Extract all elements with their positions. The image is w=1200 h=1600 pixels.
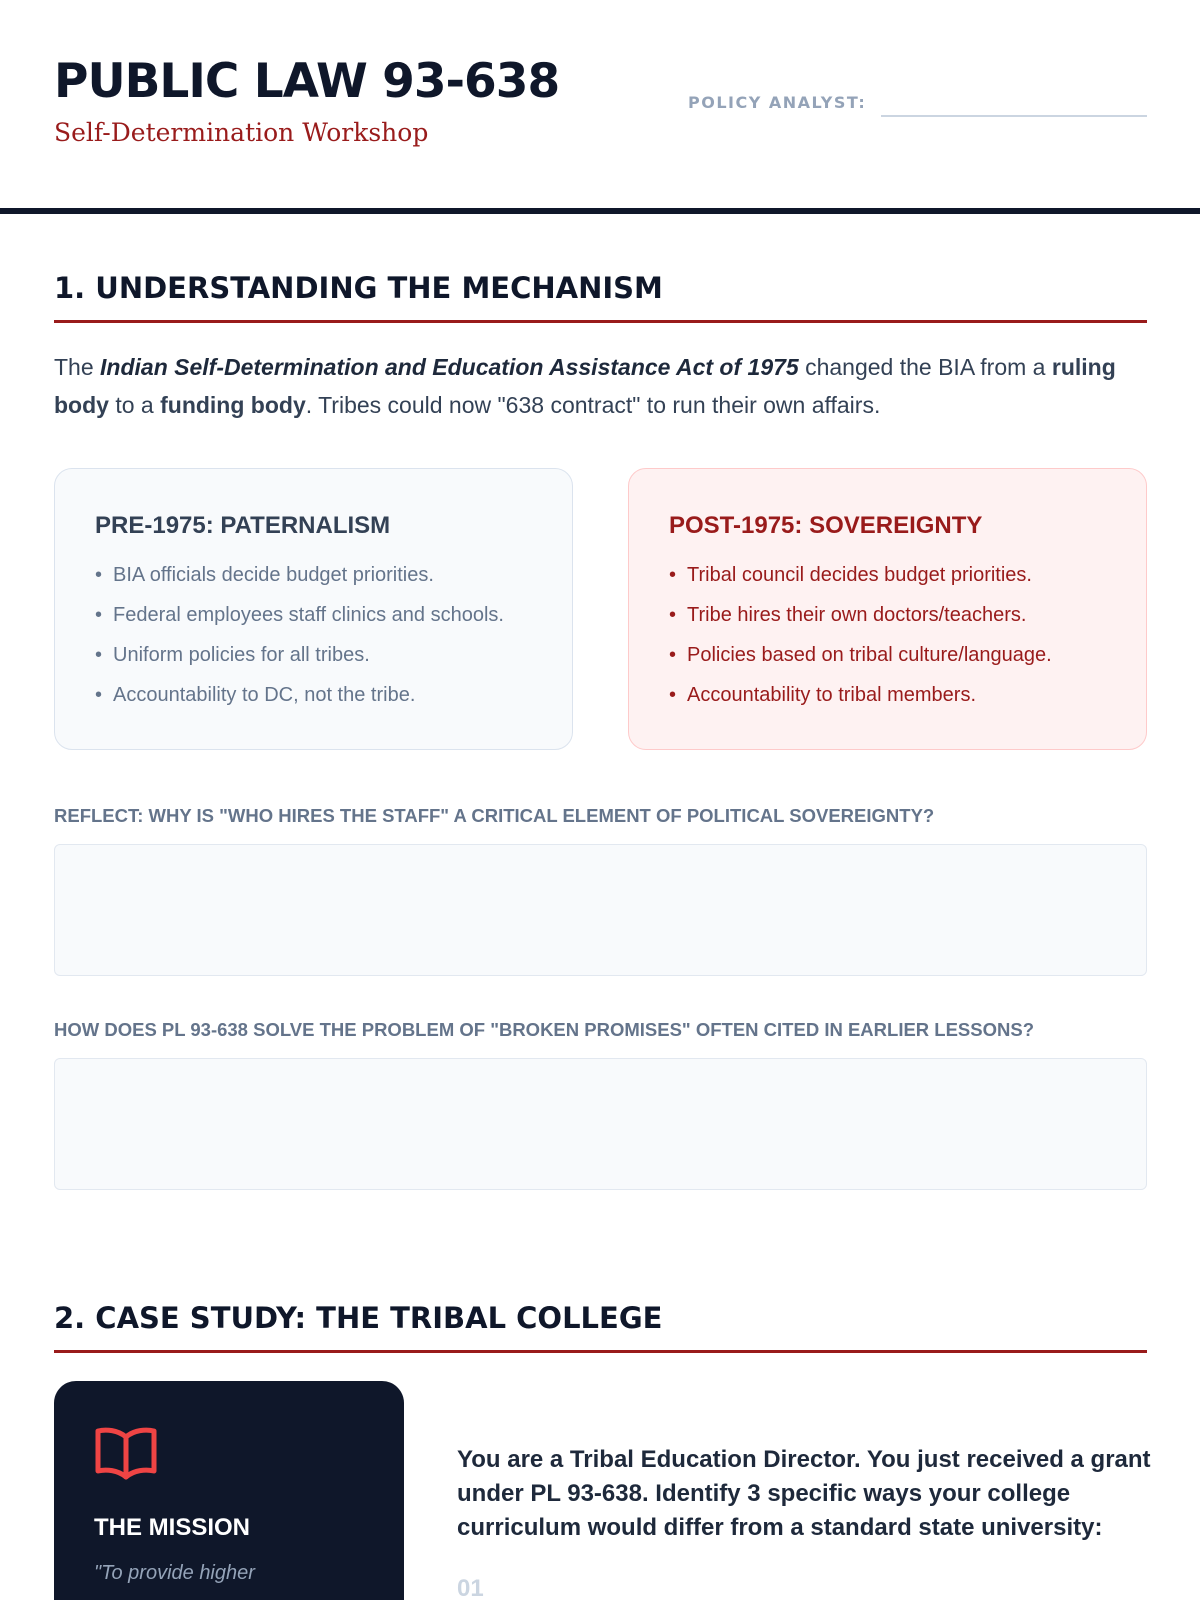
list-item: • BIA officials decide budget priorities. xyxy=(95,555,572,595)
intro-text-4: . Tribes could now "638 contract" to run their own affairs. xyxy=(305,392,881,418)
mission-card xyxy=(54,1381,404,1600)
list-item: • Tribal council decides budget priorities. xyxy=(669,555,1146,595)
bullet-icon: • xyxy=(95,604,103,626)
term-ruling-body: ruling body xyxy=(54,354,1116,418)
page-subtitle: Self-Determination Workshop xyxy=(54,118,429,147)
mission-quote: "To provide higher xyxy=(94,1562,255,1584)
pre-1975-list xyxy=(95,555,572,715)
bullet-icon: • xyxy=(95,564,103,586)
section-1-divider xyxy=(54,320,1147,323)
mission-title: THE MISSION xyxy=(94,1514,251,1541)
list-item: • Tribe hires their own doctors/teachers. xyxy=(669,595,1146,635)
open-book-icon xyxy=(94,1423,158,1483)
bullet-icon: • xyxy=(669,644,677,666)
bullet-icon: • xyxy=(95,644,103,666)
page-title: PUBLIC LAW 93-638 xyxy=(54,54,560,109)
section-2-title: 2. CASE STUDY: THE TRIBAL COLLEGE xyxy=(54,1301,663,1335)
bullet-icon: • xyxy=(669,564,677,586)
post-1975-card xyxy=(628,468,1147,750)
list-item: • Federal employees staff clinics and schools. xyxy=(95,595,572,635)
list-item: • Uniform policies for all tribes. xyxy=(95,635,572,675)
broken-promises-answer-field[interactable] xyxy=(54,1058,1147,1190)
intro-paragraph xyxy=(54,348,1147,424)
bullet-icon: • xyxy=(95,684,103,706)
list-item: • Accountability to DC, not the tribe. xyxy=(95,675,572,715)
pre-1975-heading: PRE-1975: PATERNALISM xyxy=(95,512,391,539)
worksheet-header xyxy=(0,0,1200,214)
intro-text-3: to a xyxy=(108,392,161,418)
case-study-prompt: You are a Tribal Education Director. You just received a grant under PL 93-638. Identify 3 specific ways your college curriculum would differ from a standard state university: xyxy=(457,1446,1151,1541)
bullet-icon: • xyxy=(669,604,677,626)
pre-1975-card xyxy=(54,468,573,750)
act-name: Indian Self-Determination and Education Assistance Act of 1975 xyxy=(100,354,799,380)
broken-promises-question-label: HOW DOES PL 93-638 SOLVE THE PROBLEM OF "BROKEN PROMISES" OFTEN CITED IN EARLIER LESSONS? xyxy=(54,1019,1035,1040)
post-1975-heading: POST-1975: SOVEREIGNTY xyxy=(669,512,983,539)
policy-analyst-label: POLICY ANALYST: xyxy=(688,93,867,112)
bullet-icon: • xyxy=(669,684,677,706)
list-item: • Policies based on tribal culture/language. xyxy=(669,635,1146,675)
reflect-answer-field[interactable] xyxy=(54,844,1147,976)
intro-text-2: changed the BIA from a xyxy=(798,354,1052,380)
policy-analyst-input[interactable] xyxy=(881,92,1147,117)
post-1975-list xyxy=(669,555,1146,715)
section-1-title: 1. UNDERSTANDING THE MECHANISM xyxy=(54,271,663,305)
term-funding-body: funding body xyxy=(160,392,306,418)
section-2-divider xyxy=(54,1350,1147,1353)
reflect-question-label: REFLECT: WHY IS "WHO HIRES THE STAFF" A CRITICAL ELEMENT OF POLITICAL SOVEREIGNTY? xyxy=(54,805,935,826)
intro-text-1: The xyxy=(54,354,101,380)
list-item: • Accountability to tribal members. xyxy=(669,675,1146,715)
answer-number: 01 xyxy=(457,1575,484,1600)
